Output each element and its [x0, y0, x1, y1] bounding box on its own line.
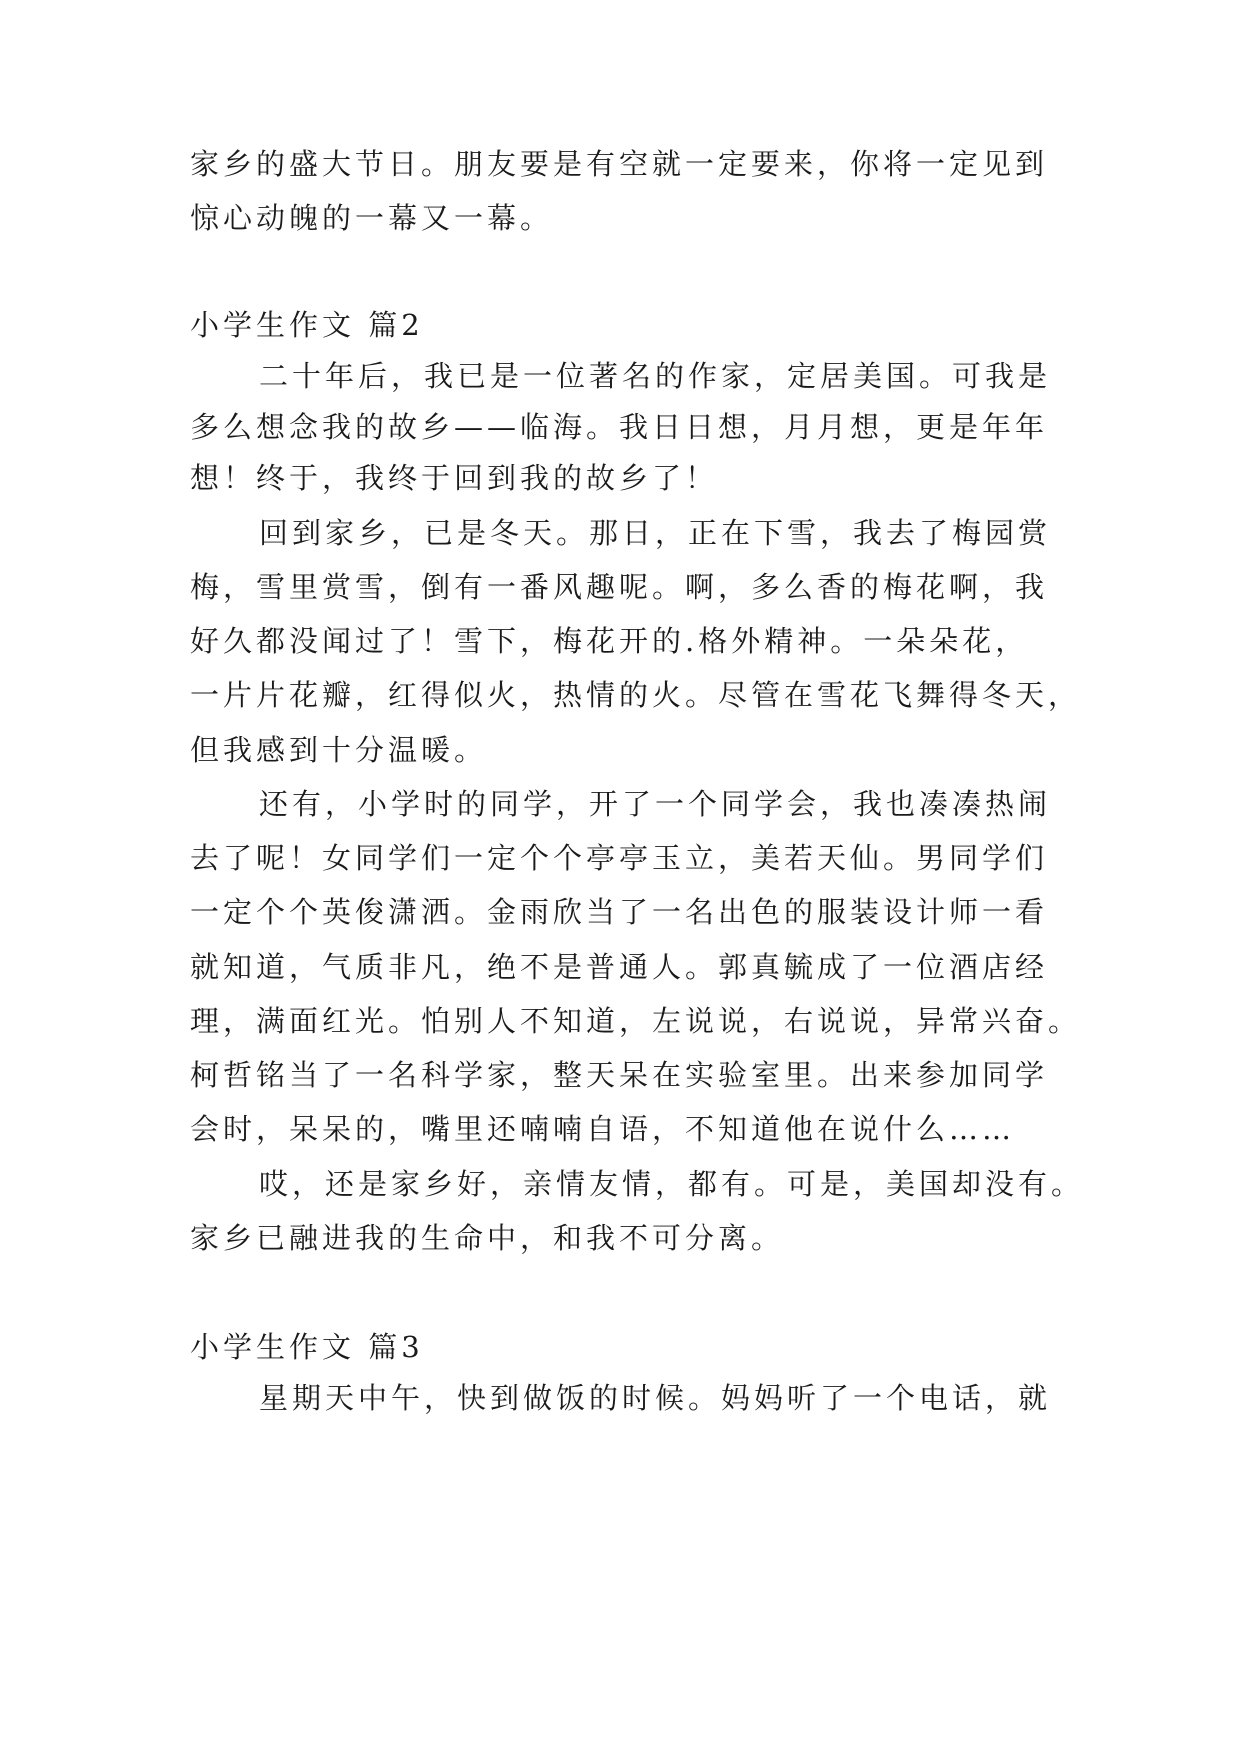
- section-heading: 小学生作文 篇3: [190, 1330, 424, 1364]
- text-line: 理，满面红光。怕别人不知道，左说说，右说说，异常兴奋。: [190, 1004, 1082, 1038]
- text-line: 梅，雪里赏雪，倒有一番风趣呢。啊，多么香的梅花啊，我: [190, 570, 1049, 604]
- text-line: 去了呢！女同学们一定个个亭亭玉立，美若天仙。男同学们: [190, 841, 1049, 875]
- text-line: 会时，呆呆的，嘴里还喃喃自语，不知道他在说什么……: [190, 1112, 1016, 1146]
- text-line: 回到家乡，已是冬天。那日，正在下雪，我去了梅园赏: [259, 516, 1052, 550]
- text-line: 柯哲铭当了一名科学家，整天呆在实验室里。出来参加同学: [190, 1058, 1049, 1092]
- text-line: 好久都没闻过了！雪下，梅花开的.格外精神。一朵朵花，: [190, 624, 1029, 658]
- text-line: 多么想念我的故乡——临海。我日日想，月月想，更是年年: [190, 410, 1049, 444]
- section-heading: 小学生作文 篇2: [190, 308, 424, 342]
- text-line: 就知道，气质非凡，绝不是普通人。郭真毓成了一位酒店经: [190, 950, 1049, 984]
- text-line: 星期天中午，快到做饭的时候。妈妈听了一个电话，就: [259, 1381, 1052, 1415]
- text-line: 还有，小学时的同学，开了一个同学会，我也凑凑热闹: [259, 787, 1052, 821]
- text-line: 一片片花瓣，红得似火，热情的火。尽管在雪花飞舞得冬天，: [190, 678, 1082, 712]
- text-line: 惊心动魄的一幕又一幕。: [190, 201, 554, 235]
- text-line: 想！终于，我终于回到我的故乡了！: [190, 461, 719, 495]
- text-line: 家乡的盛大节日。朋友要是有空就一定要来，你将一定见到: [190, 147, 1049, 181]
- text-line: 但我感到十分温暖。: [190, 733, 488, 767]
- text-line: 一定个个英俊潇洒。金雨欣当了一名出色的服装设计师一看: [190, 895, 1049, 929]
- text-line: 哎，还是家乡好，亲情友情，都有。可是，美国却没有。: [259, 1167, 1085, 1201]
- text-line: 家乡已融进我的生命中，和我不可分离。: [190, 1221, 785, 1255]
- text-line: 二十年后，我已是一位著名的作家，定居美国。可我是: [259, 359, 1052, 393]
